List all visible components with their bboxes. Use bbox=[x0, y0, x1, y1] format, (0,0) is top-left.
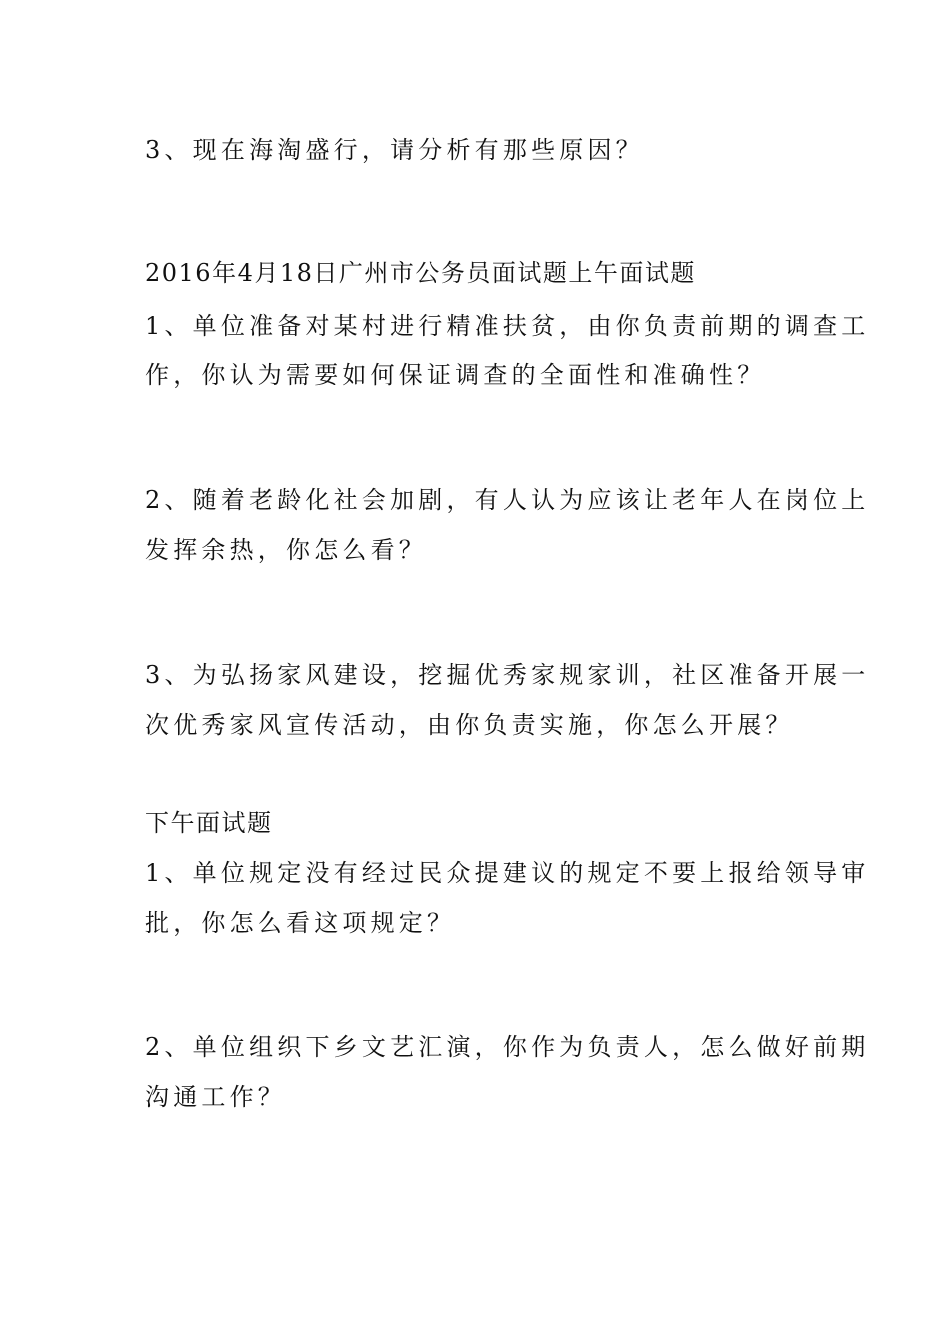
morning-question-1-line-2: 作，你认为需要如何保证调查的全面性和准确性？ bbox=[145, 361, 766, 389]
morning-question-3-line-1: 3、为弘扬家风建设，挖掘优秀家规家训，社区准备开展一 bbox=[145, 661, 870, 689]
morning-question-2-line-1: 2、随着老龄化社会加剧，有人认为应该让老年人在岗位上 bbox=[145, 486, 870, 514]
morning-question-3-line-2: 次优秀家风宣传活动，由你负责实施，你怎么开展？ bbox=[145, 711, 794, 739]
afternoon-question-1-line-1: 1、单位规定没有经过民众提建议的规定不要上报给领导审 bbox=[145, 859, 870, 887]
afternoon-question-2-line-1: 2、单位组织下乡文艺汇演，你作为负责人，怎么做好前期 bbox=[145, 1033, 870, 1061]
afternoon-section-heading: 下午面试题 bbox=[145, 809, 273, 837]
morning-question-1-line-1: 1、单位准备对某村进行精准扶贫，由你负责前期的调查工 bbox=[145, 312, 870, 340]
morning-question-2-line-2: 发挥余热，你怎么看？ bbox=[145, 536, 427, 564]
morning-section-heading: 2016年4月18日广州市公务员面试题上午面试题 bbox=[145, 259, 696, 287]
afternoon-question-1-line-2: 批，你怎么看这项规定？ bbox=[145, 909, 456, 937]
afternoon-question-2-line-2: 沟通工作？ bbox=[145, 1083, 286, 1111]
question-3-previous: 3、现在海淘盛行，请分析有那些原因？ bbox=[145, 136, 644, 164]
